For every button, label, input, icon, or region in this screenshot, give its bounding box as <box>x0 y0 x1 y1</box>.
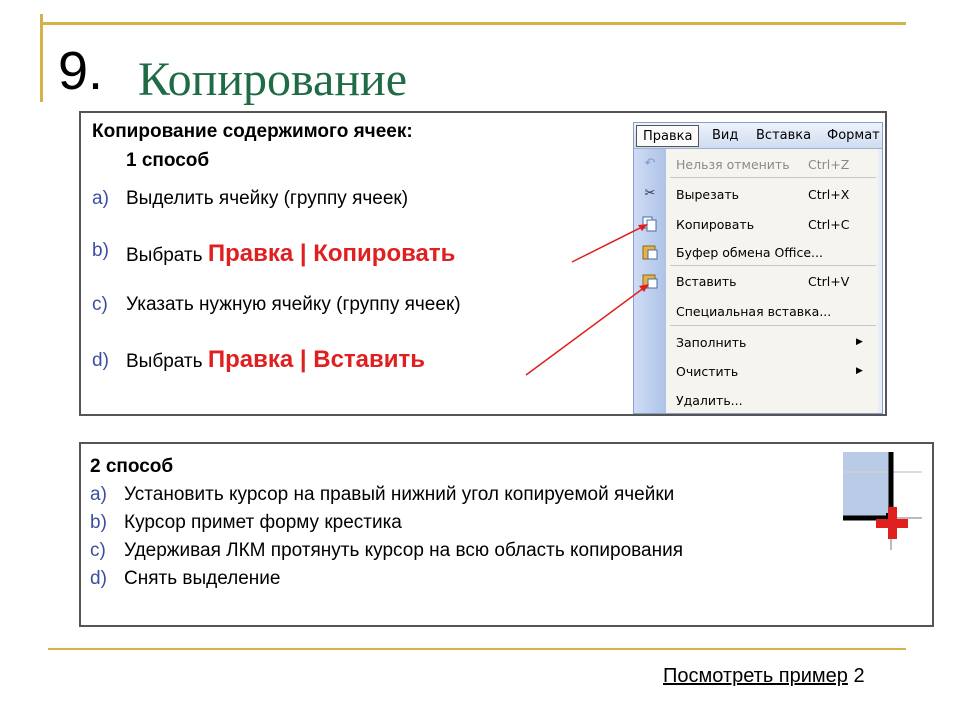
step-marker: d) <box>92 350 109 371</box>
example-link-line <box>663 665 865 688</box>
arrow-to-paste <box>526 284 649 375</box>
step-highlight: Правка | Вставить <box>207 346 426 373</box>
step-text: Снять выделение <box>124 568 281 589</box>
example-number: 2 <box>847 665 865 687</box>
step-highlight: Правка | Копировать <box>207 240 456 267</box>
menu-shortcut: Ctrl+C <box>808 217 850 232</box>
menu-bar-item[interactable]: Вставка <box>756 128 812 143</box>
menu-item[interactable]: Копировать <box>676 217 755 232</box>
example-link[interactable]: Посмотреть пример <box>663 665 848 687</box>
scissors-icon: ✂ <box>644 186 656 201</box>
menu-item[interactable]: Буфер обмена Office... <box>676 245 823 260</box>
step-text: Выделить ячейку (группу ячеек) <box>126 188 409 209</box>
step-text: Указать нужную ячейку (группу ячеек) <box>126 294 461 315</box>
step-text-plain: Выбрать <box>126 245 208 266</box>
step-marker: c) <box>90 540 106 561</box>
submenu-arrow-icon: ▶ <box>856 366 863 376</box>
slide-title: Копирование <box>138 53 408 106</box>
menu-bar-item[interactable]: Формат <box>827 128 880 143</box>
menu-item[interactable]: Нельзя отменить <box>676 157 790 172</box>
menu-item[interactable]: Вырезать <box>676 187 740 202</box>
decor-line-bottom <box>48 648 906 650</box>
menu-bar-item[interactable]: Правка <box>636 125 699 147</box>
menu-shortcut: Ctrl+Z <box>808 157 850 172</box>
step-marker: d) <box>90 568 107 589</box>
menu-item[interactable]: Заполнить <box>676 335 747 350</box>
step-marker: a) <box>90 484 107 505</box>
step-marker: b) <box>92 240 109 261</box>
fill-handle-cross-icon <box>843 452 922 550</box>
menu-shortcut: Ctrl+V <box>808 274 850 289</box>
method1-heading: Копирование содержимого ячеек: <box>92 121 413 142</box>
arrow-to-copy <box>572 224 648 262</box>
method1-subheading: 1 способ <box>126 150 210 171</box>
step-text: Курсор примет форму крестика <box>124 512 402 533</box>
step-marker: b) <box>90 512 107 533</box>
step-marker: a) <box>92 188 109 209</box>
slide-number: 9. <box>58 41 104 101</box>
step-text: Установить курсор на правый нижний угол копируемой ячейки <box>124 484 675 505</box>
menu-item[interactable]: Удалить... <box>676 393 743 408</box>
step-text: Удерживая ЛКМ протянуть курсор на всю область копирования <box>124 540 684 561</box>
menu-item[interactable]: Специальная вставка... <box>676 304 832 319</box>
menu-item[interactable]: Очистить <box>676 364 739 379</box>
menu-item[interactable]: Вставить <box>676 274 737 289</box>
method2-heading: 2 способ <box>90 456 174 477</box>
step-text-plain: Выбрать <box>126 351 208 372</box>
menu-bar-item[interactable]: Вид <box>712 128 739 143</box>
undo-icon: ↶ <box>644 156 656 171</box>
submenu-arrow-icon: ▶ <box>856 337 863 347</box>
step-marker: c) <box>92 294 108 315</box>
menu-shortcut: Ctrl+X <box>808 187 850 202</box>
